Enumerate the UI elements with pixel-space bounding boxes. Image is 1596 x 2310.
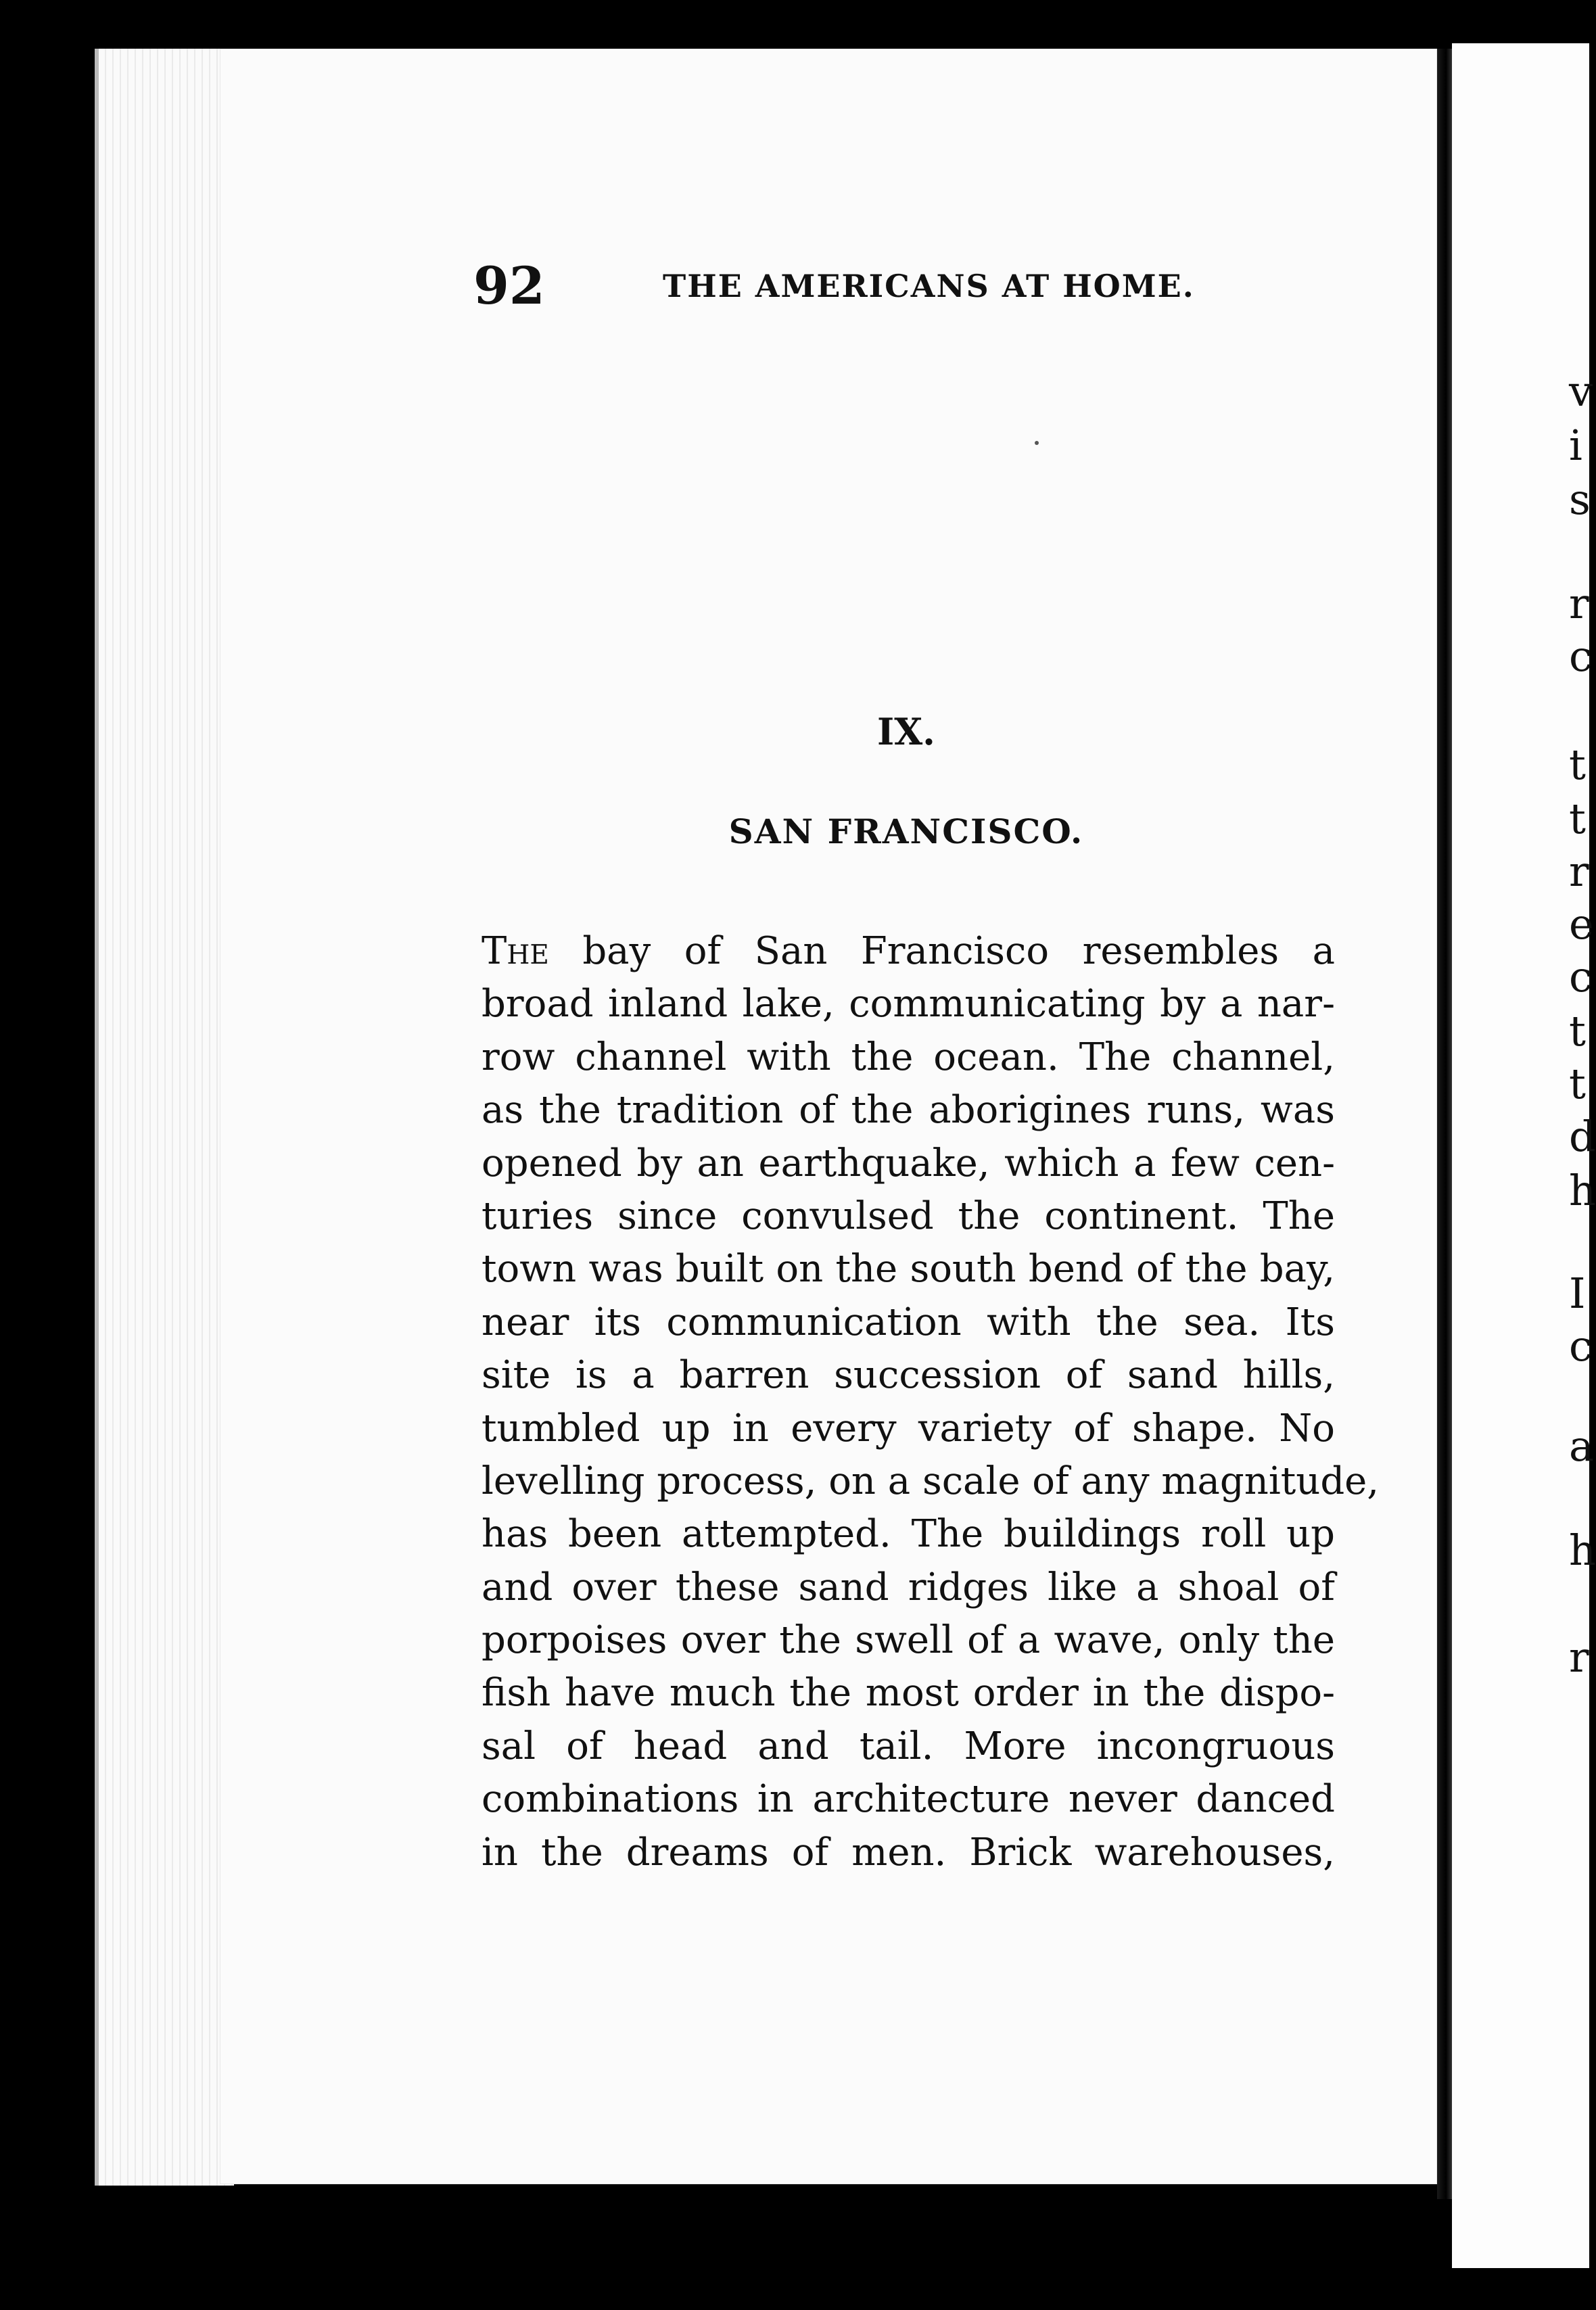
- text-line-rest: bay of San Francisco resembles a: [548, 929, 1335, 973]
- text-line: site is a barren succession of sand hills,: [482, 1353, 1335, 1398]
- scan-border: [0, 0, 1589, 49]
- text-line: porpoises over the swell of a wave, only the: [482, 1618, 1335, 1663]
- text-line: as the tradition of the aborigines runs, was: [482, 1088, 1335, 1133]
- page-edge-stack: [95, 49, 234, 2186]
- ink-speck: [1035, 441, 1039, 445]
- facing-page-letter: r: [1569, 579, 1589, 628]
- facing-page-letter: t: [1569, 1006, 1586, 1056]
- text-line: tumbled up in every variety of shape. No: [482, 1406, 1335, 1451]
- body-paragraph: [482, 925, 1380, 1879]
- facing-page-letter: c: [1569, 1321, 1593, 1371]
- text-line: opened by an earthquake, which a few cen-: [482, 1141, 1335, 1185]
- facing-page-letter: h: [1569, 1526, 1596, 1575]
- facing-page-letter: t: [1569, 794, 1586, 843]
- text-line: row channel with the ocean. The channel,: [482, 1035, 1335, 1079]
- text-line: town was built on the south bend of the bay,: [482, 1247, 1335, 1292]
- text-line: combinations in architecture never danced: [482, 1777, 1335, 1822]
- text-line: sal of head and tail. More incongruous: [482, 1724, 1335, 1768]
- facing-page-letter: a: [1569, 1421, 1594, 1471]
- facing-page-letter: v: [1569, 367, 1593, 416]
- facing-page-letter: c: [1569, 952, 1593, 1001]
- facing-page-letter: t: [1569, 1059, 1586, 1108]
- facing-page-letter: s: [1569, 475, 1591, 524]
- text-line: levelling process, on a scale of any magnitude,: [482, 1459, 1380, 1503]
- text-line: fish have much the most order in the dispo-: [482, 1671, 1335, 1716]
- text-line: turies since convulsed the continent. The: [482, 1194, 1335, 1238]
- running-header: [473, 256, 1339, 316]
- facing-page-letter: I: [1569, 1269, 1586, 1318]
- facing-page-letter: c: [1569, 632, 1593, 681]
- text-line: near its communication with the sea. Its: [482, 1300, 1335, 1344]
- drop-word: The: [482, 929, 549, 973]
- book-gutter: [1437, 49, 1452, 2199]
- text-line: and over these sand ridges like a shoal of: [482, 1565, 1335, 1609]
- page-number: 92: [473, 256, 545, 316]
- chapter-number: IX.: [877, 710, 935, 753]
- chapter-title: SAN FRANCISCO.: [728, 811, 1084, 851]
- running-header-title: THE AMERICANS AT HOME.: [663, 268, 1195, 304]
- facing-page-letter: h: [1569, 1166, 1596, 1215]
- text-line: broad inland lake, communicating by a nar-: [482, 982, 1335, 1027]
- text-line: has been attempted. The buildings roll up: [482, 1512, 1335, 1557]
- facing-page-letter: i: [1569, 421, 1582, 470]
- facing-page-letter: r: [1569, 847, 1589, 896]
- facing-page-letter: t: [1569, 740, 1586, 789]
- text-line: [482, 925, 1335, 978]
- facing-page-letter: r: [1569, 1632, 1589, 1682]
- facing-page-letter: d: [1569, 1112, 1596, 1161]
- facing-page-letter: e: [1569, 899, 1594, 949]
- text-line: in the dreams of men. Brick warehouses,: [482, 1830, 1335, 1875]
